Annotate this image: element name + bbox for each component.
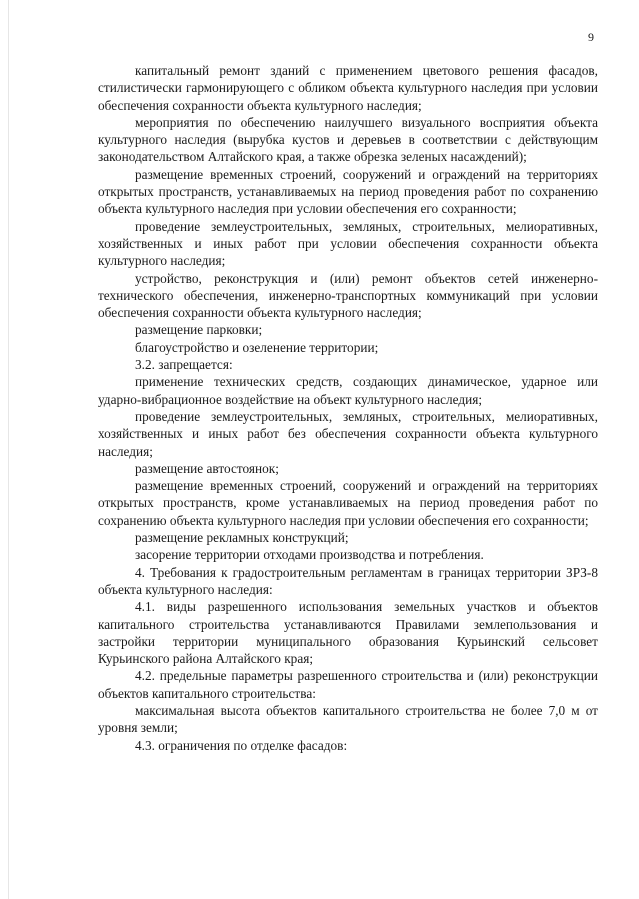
paragraph: капитальный ремонт зданий с применением цветового решения фасадов, стилистически гармонирующего с обликом объекта культурного наследия при условии обеспечения сохранности объекта культурного наследия; xyxy=(98,63,598,113)
paragraph: 4.3. ограничения по отделке фасадов: xyxy=(135,737,348,753)
paragraph: размещение временных строений, сооружений и ограждений на территориях открытых пространств, кроме устанавливаемых на период проведения работ по сохранению объекта культурного наследия при условии обеспечения его сохранности; xyxy=(98,478,598,528)
paragraph: 4.1. виды разрешенного использования земельных участков и объектов капитального строительства устанавливаются Правилами землепользования и застройки территории муниципального образования Курьинский сельсовет Курьинского района Алтайского края; xyxy=(98,599,598,667)
paragraph: проведение землеустроительных, земляных, строительных, мелиоративных, хозяйственных и иных работ без обеспечения сохранности объекта культурного наследия; xyxy=(98,408,598,459)
paragraph: 4. Требования к градостроительным регламентам в границах территории ЗРЗ-8 объекта культурного наследия: xyxy=(98,564,598,597)
paragraph: размещение временных строений, сооружений и ограждений на территориях открытых пространств, устанавливаемых на период проведения работ по сохранению объекта культурного наследия при условии обеспечения его сохранности; xyxy=(98,166,598,217)
paragraph: 3.2. запрещается: xyxy=(135,357,233,373)
scan-edge-line xyxy=(8,0,9,899)
paragraph: размещение автостоянок; xyxy=(135,460,279,476)
paragraph: проведение землеустроительных, земляных, строительных, мелиоративных, хозяйственных и иных работ при условии обеспечения сохранности объекта культурного наследия; xyxy=(98,218,598,269)
page-number: 9 xyxy=(588,30,594,44)
paragraph: мероприятия по обеспечению наилучшего визуального восприятия объекта культурного наследия (вырубка кустов и деревьев в соответствии с действующим законодательством Алтайского края, а также обрезка зеленых насаждений); xyxy=(98,114,598,165)
paragraph: размещение рекламных конструкций; xyxy=(135,530,349,546)
paragraph: максимальная высота объектов капитального строительства не более 7,0 м от уровня земли; xyxy=(98,702,598,736)
document-body xyxy=(98,62,598,754)
paragraph: благоустройство и озеленение территории; xyxy=(135,339,379,355)
paragraph: устройство, реконструкция и (или) ремонт объектов сетей инженерно-технического обеспечения, инженерно-транспортных коммуникаций при условии обеспечения сохранности объекта культурного наследия; xyxy=(98,270,598,321)
paragraph: размещение парковки; xyxy=(135,322,263,338)
paragraph: применение технических средств, создающих динамическое, ударное или ударно-вибрационное воздействие на объект культурного наследия; xyxy=(98,374,598,407)
paragraph: засорение территории отходами производства и потребления. xyxy=(135,547,484,563)
paragraph: 4.2. предельные параметры разрешенного строительства и (или) реконструкции объектов капитального строительства: xyxy=(98,668,598,701)
